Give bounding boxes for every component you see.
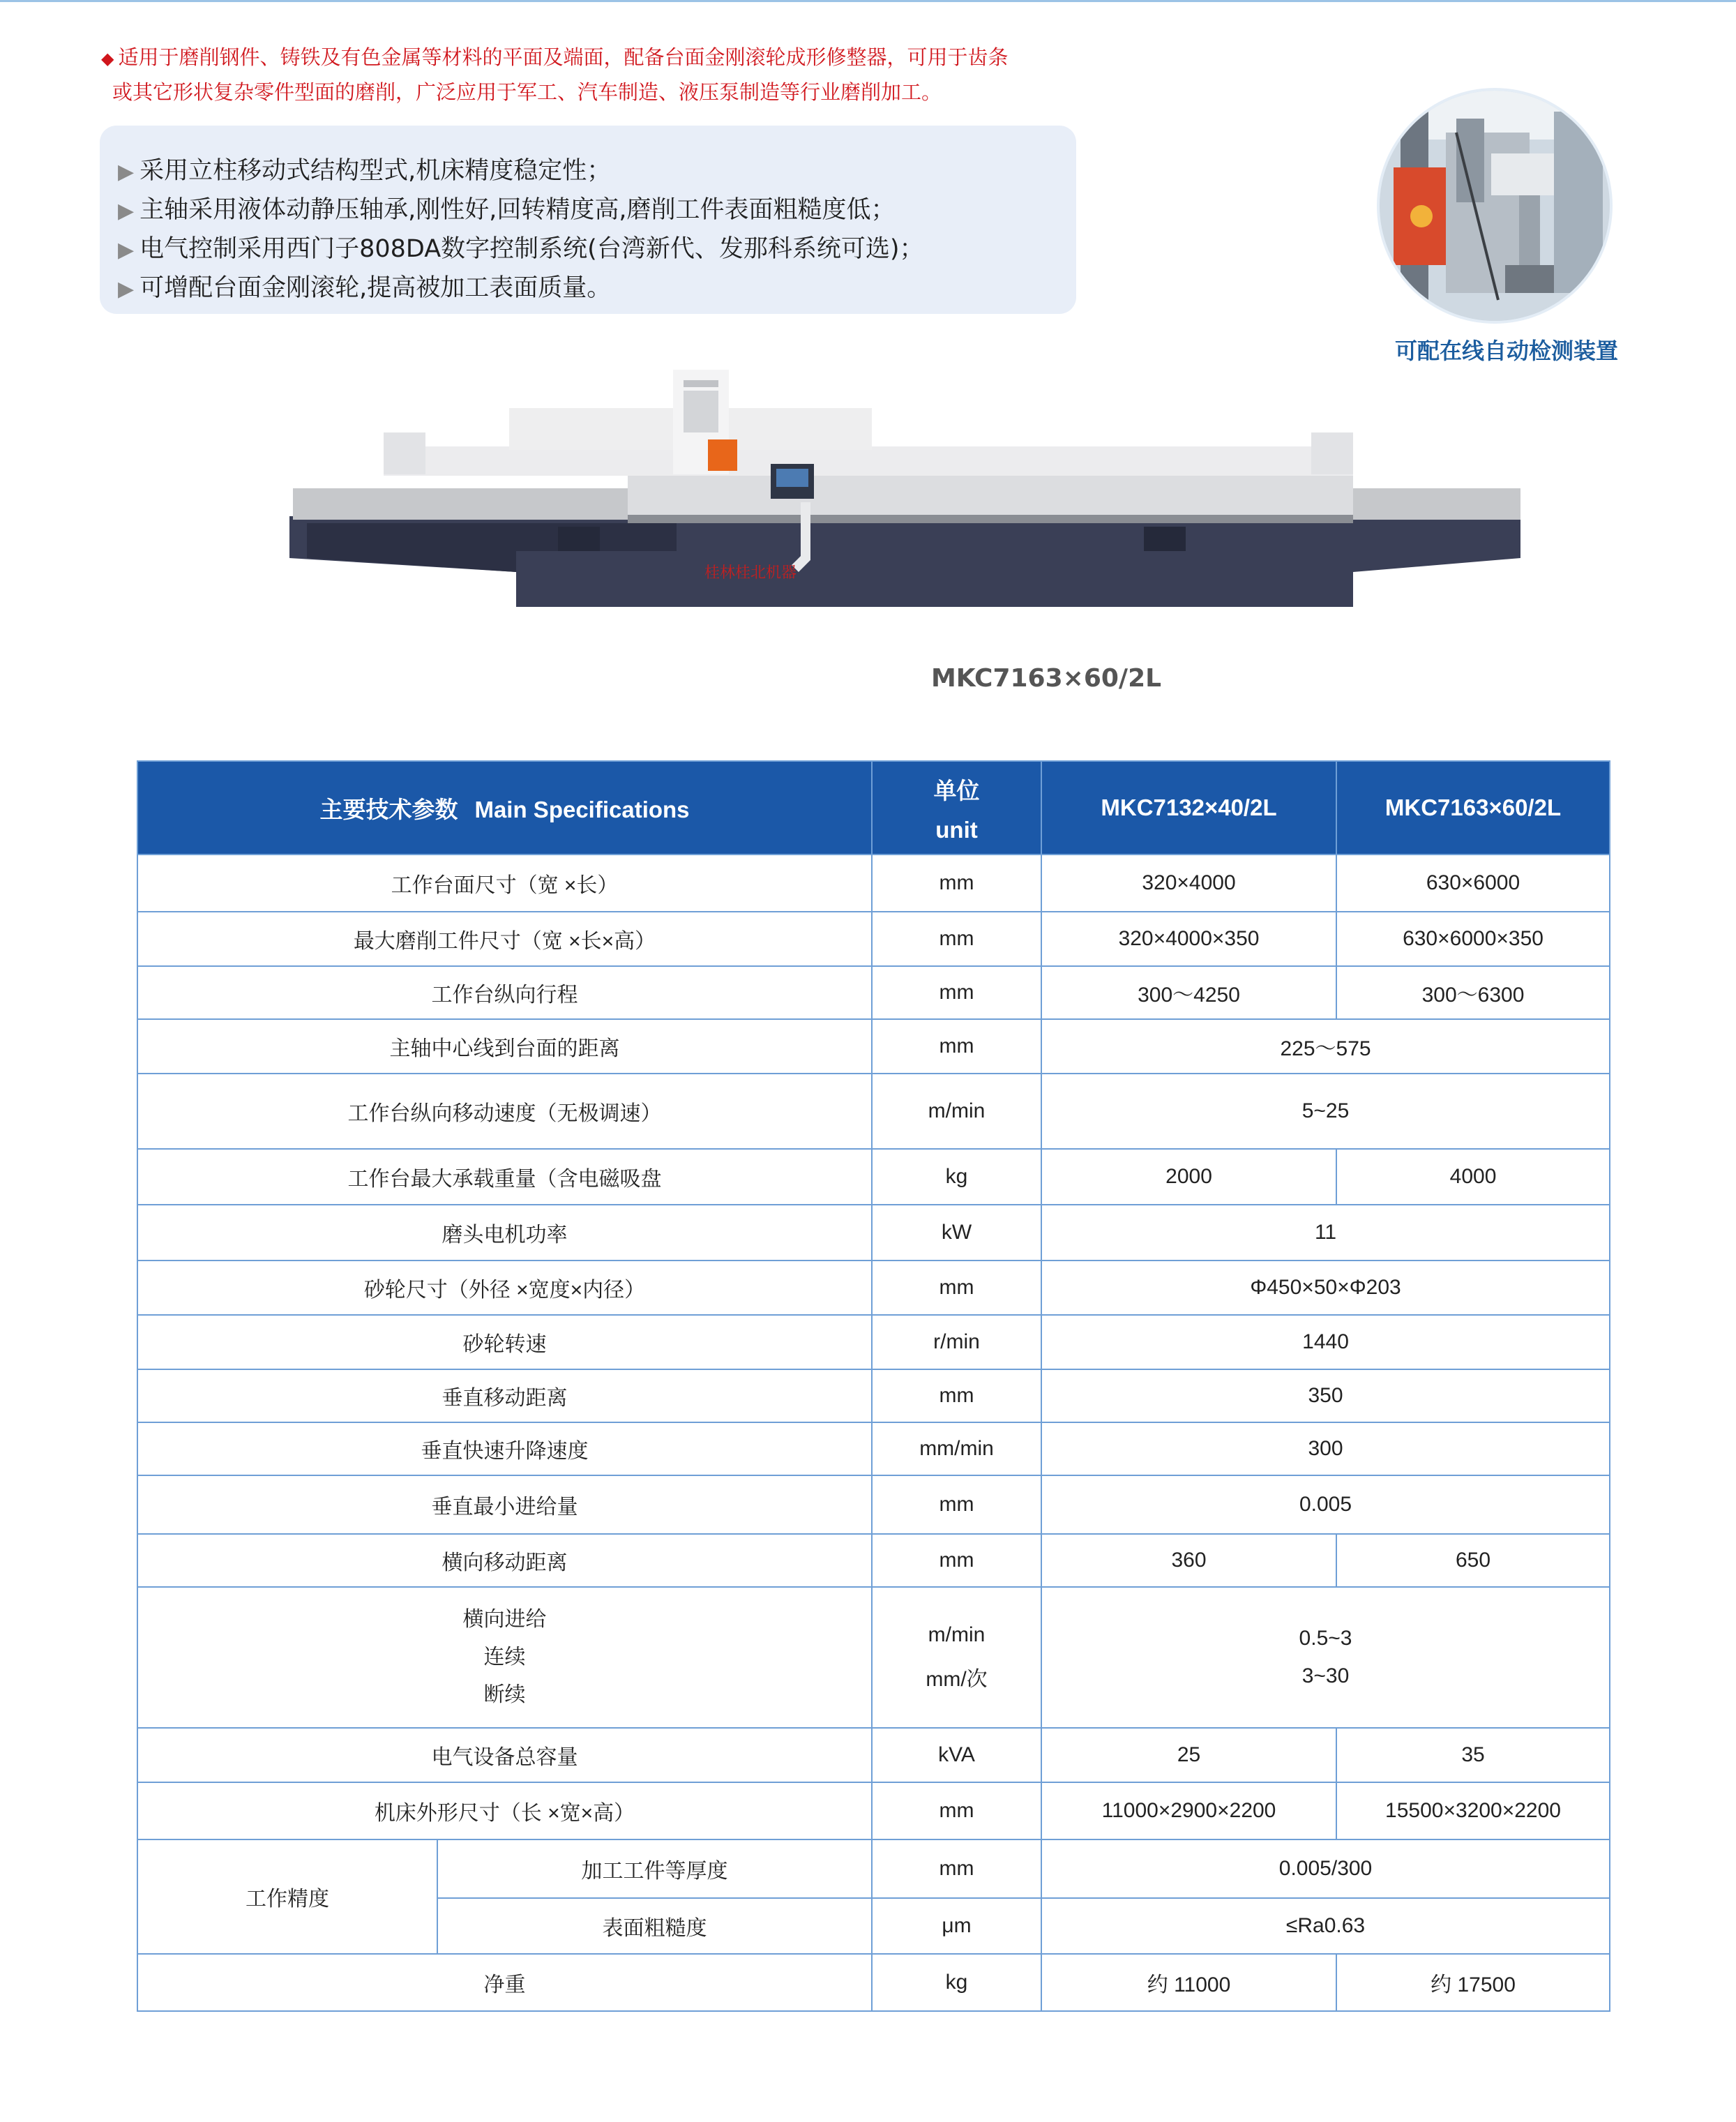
param-cell: 电气设备总容量 [137,1728,872,1782]
value-cell: 11 [1041,1205,1610,1261]
param-header [137,761,872,855]
unit-header-cn: 单位 [933,777,980,804]
value-cell: 11000×2900×2200 [1041,1782,1336,1839]
features-box [100,126,1076,314]
table-row [137,912,1610,966]
diamond-bullet-icon: ◆ [101,49,114,68]
param-cell: 最大磨削工件尺寸（宽 ×长×高） [137,912,872,966]
table-row [137,1954,1610,2011]
table-row [137,1019,1610,1074]
table-row-cross-feed [137,1587,1610,1728]
param-cell: 主轴中心线到台面的距离 [137,1019,872,1074]
feature-text: 电气控制采用西门子808DA数字控制系统(台湾新代、发那科系统可选)； [139,235,924,263]
param-line: 连续 [483,1646,526,1669]
unit-cell: mm [872,1261,1041,1315]
param-cell: 工作台面尺寸（宽 ×长） [137,855,872,912]
feature-item [118,269,1076,308]
param-cell: 磨头电机功率 [137,1205,872,1261]
value-cell: 300 [1041,1422,1610,1475]
model2-header: MKC7163×60/2L [1336,761,1610,855]
param-header-en: Main Specifications [474,796,690,822]
spec-header-row [137,761,1610,855]
param-cell: 横向移动距离 [137,1534,872,1587]
value-cell [1041,1587,1610,1728]
unit-header-en: unit [935,816,978,843]
value-cell: 0.005 [1041,1475,1610,1534]
param-cell: 垂直最小进给量 [137,1475,872,1534]
value-cell: 320×4000×350 [1041,912,1336,966]
table-row [137,1149,1610,1205]
intro-line-2: 或其它形状复杂零件型面的磨削，广泛应用于军工、汽车制造、液压泵制造等行业磨削加工。 [112,80,942,104]
unit-cell: m/min [872,1074,1041,1149]
param-cell: 表面粗糙度 [437,1898,872,1954]
param-cell: 机床外形尺寸（长 ×宽×高） [137,1782,872,1839]
param-line: 横向进给 [462,1608,547,1631]
value-cell: 0.005/300 [1041,1839,1610,1898]
model1-header: MKC7132×40/2L [1041,761,1336,855]
unit-cell: mm/min [872,1422,1041,1475]
value-cell: 5~25 [1041,1074,1610,1149]
unit-cell: μm [872,1898,1041,1954]
intro-text [101,40,1217,109]
intro-line-1 [101,40,1217,75]
table-row [137,1422,1610,1475]
unit-cell: kg [872,1954,1041,2011]
model-caption: MKC7163×60/2L [930,664,1162,693]
triangle-bullet-icon: ▶ [118,277,135,301]
value-cell: 35 [1336,1728,1610,1782]
value-cell: 1440 [1041,1315,1610,1369]
unit-cell: mm [872,966,1041,1019]
table-row [137,1534,1610,1587]
param-cell: 垂直移动距离 [137,1369,872,1422]
value-cell: 630×6000×350 [1336,912,1610,966]
triangle-bullet-icon: ▶ [118,160,135,184]
unit-cell: mm [872,855,1041,912]
value-cell: 650 [1336,1534,1610,1587]
value-cell: ≤Ra0.63 [1041,1898,1610,1954]
value-cell: 300～4250 [1041,966,1336,1019]
param-header-cn: 主要技术参数 [319,796,458,822]
value-line: 0.5~3 [1299,1627,1352,1650]
value-cell: 约 17500 [1336,1954,1610,2011]
value-cell: 225～575 [1041,1019,1610,1074]
top-rule [0,0,1736,2]
unit-line: m/min [928,1623,986,1646]
param-cell: 净重 [137,1954,872,2011]
table-row [137,1728,1610,1782]
value-cell: Φ450×50×Φ203 [1041,1261,1610,1315]
param-line: 断续 [483,1683,526,1706]
spec-table [137,760,1610,2012]
param-cell: 加工工件等厚度 [437,1839,872,1898]
value-cell: 约 11000 [1041,1954,1336,2011]
triangle-bullet-icon: ▶ [118,238,135,262]
inspection-device-illustration [1380,91,1610,321]
unit-cell: kVA [872,1728,1041,1782]
feature-item [118,191,1076,230]
param-cell [137,1587,872,1728]
param-cell: 砂轮转速 [137,1315,872,1369]
table-row [137,1205,1610,1261]
table-row [137,1839,1610,1898]
unit-cell: kW [872,1205,1041,1261]
value-cell: 25 [1041,1728,1336,1782]
param-cell: 工作台纵向行程 [137,966,872,1019]
machine-nameplate: 桂林桂北机器 [704,564,797,582]
value-cell: 300～6300 [1336,966,1610,1019]
unit-header [872,761,1041,855]
table-row [137,1475,1610,1534]
value-line: 3~30 [1301,1664,1350,1687]
table-row [137,1261,1610,1315]
feature-item [118,152,1076,191]
value-cell: 350 [1041,1369,1610,1422]
unit-cell: mm [872,1369,1041,1422]
param-cell: 砂轮尺寸（外径 ×宽度×内径） [137,1261,872,1315]
param-cell: 工作台最大承载重量（含电磁吸盘 [137,1149,872,1205]
unit-cell: mm [872,1782,1041,1839]
unit-cell: mm [872,912,1041,966]
intro-line-1-text: 适用于磨削钢件、铸铁及有色金属等材料的平面及端面，配备台面金刚滚轮成形修整器，可用于齿条 [118,45,1009,69]
value-cell: 15500×3200×2200 [1336,1782,1610,1839]
table-row [137,1315,1610,1369]
triangle-bullet-icon: ▶ [118,199,135,223]
unit-cell: mm [872,1019,1041,1074]
unit-line: mm/次 [926,1668,988,1691]
unit-cell: mm [872,1839,1041,1898]
accuracy-group-cell: 工作精度 [137,1839,437,1954]
value-cell: 4000 [1336,1149,1610,1205]
feature-item [118,230,1076,269]
table-row [137,1782,1610,1839]
feature-text: 采用立柱移动式结构型式,机床精度稳定性； [139,157,612,185]
value-cell: 2000 [1041,1149,1336,1205]
unit-cell: mm [872,1475,1041,1534]
feature-text: 可增配台面金刚滚轮,提高被加工表面质量。 [139,274,612,302]
table-row [137,966,1610,1019]
table-row [137,1369,1610,1422]
value-cell: 630×6000 [1336,855,1610,912]
unit-cell [872,1587,1041,1728]
param-cell: 工作台纵向移动速度（无极调速） [137,1074,872,1149]
grinding-machine-illustration [279,349,1534,628]
value-cell: 360 [1041,1534,1336,1587]
inspection-device-photo [1380,91,1610,321]
table-row [137,855,1610,912]
inset-caption: 可配在线自动检测装置 [1394,338,1618,364]
param-cell: 垂直快速升降速度 [137,1422,872,1475]
table-row [137,1074,1610,1149]
unit-cell: mm [872,1534,1041,1587]
value-cell: 320×4000 [1041,855,1336,912]
features-list [100,126,1076,308]
unit-cell: r/min [872,1315,1041,1369]
unit-cell: kg [872,1149,1041,1205]
feature-text: 主轴采用液体动静压轴承,刚性好,回转精度高,磨削工件表面粗糙度低； [139,196,896,224]
